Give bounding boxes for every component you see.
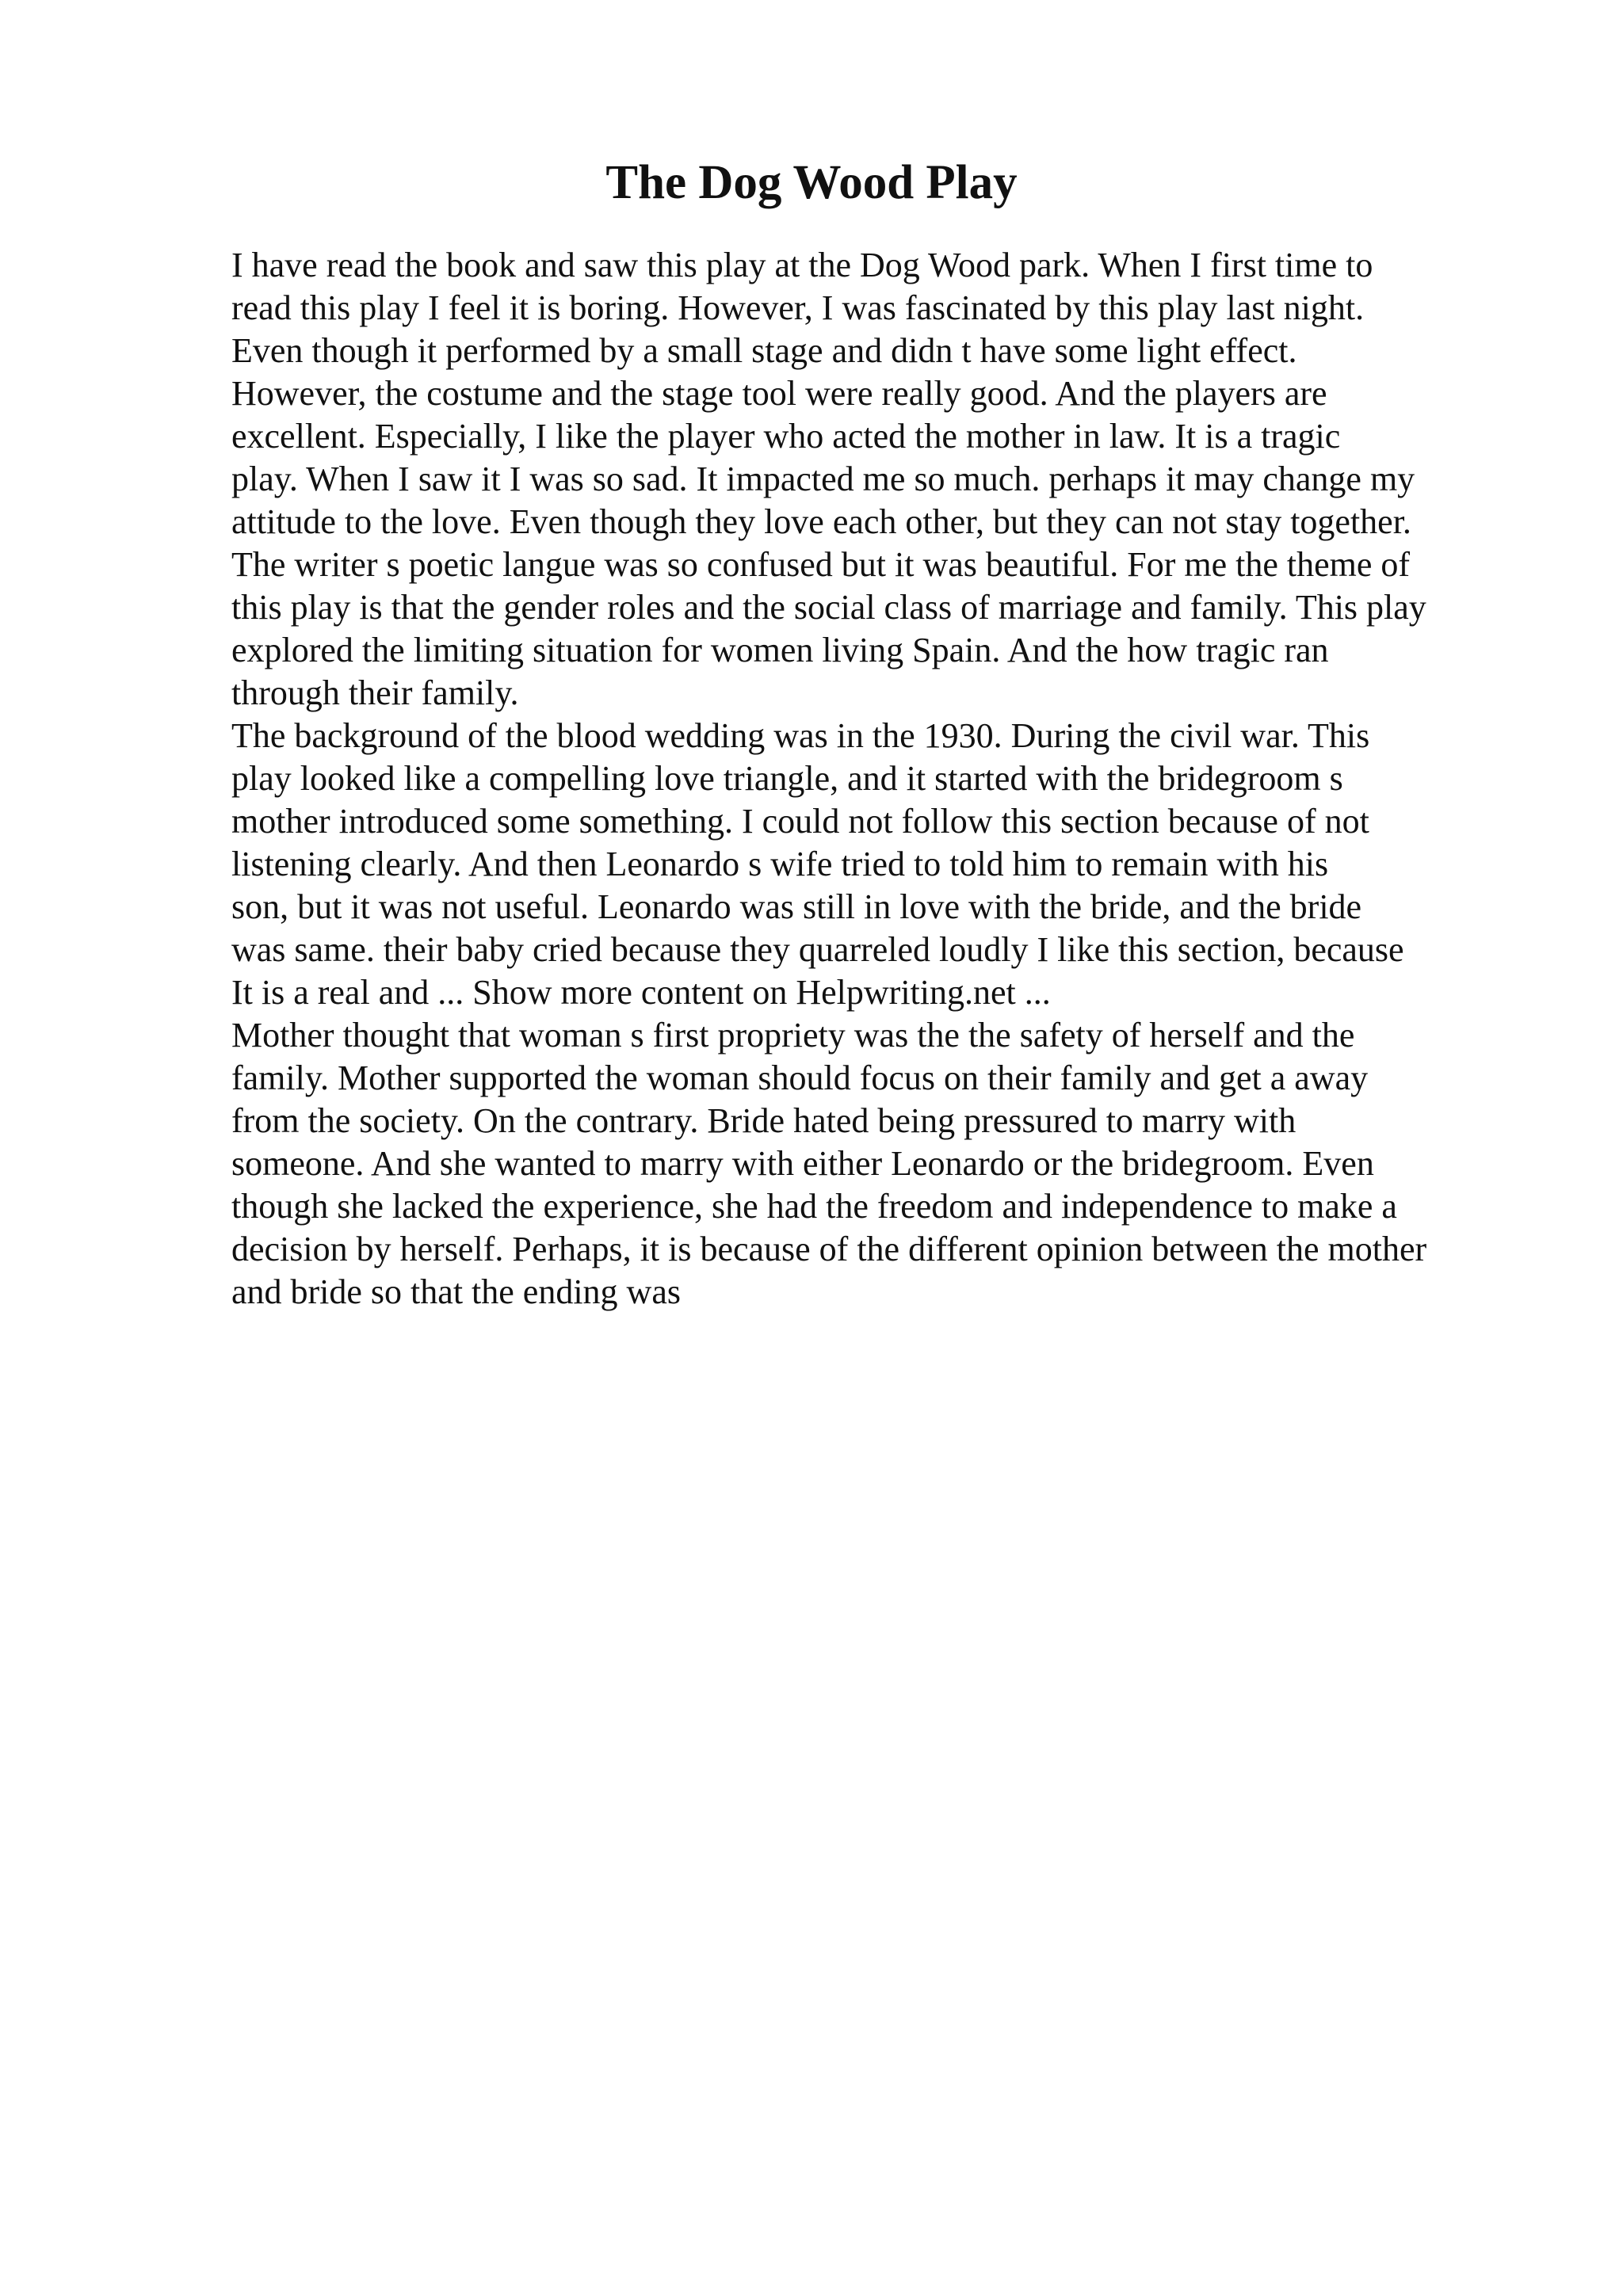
document-title: The Dog Wood Play (605, 156, 1018, 209)
text-line: The writer s poetic langue was so confused but it was beautiful. For me the theme of (231, 545, 1411, 584)
text-line: though she lacked the experience, she had the freedom and independence to make a (231, 1187, 1397, 1226)
text-line: explored the limiting situation for women living Spain. And the how tragic ran (231, 631, 1329, 669)
text-line: play. When I saw it I was so sad. It impacted me so much. perhaps it may change my (231, 460, 1415, 498)
text-line: excellent. Especially, I like the player who acted the mother in law. It is a tragic (231, 417, 1341, 456)
text-line: someone. And she wanted to marry with either Leonardo or the bridegroom. Even (231, 1144, 1374, 1183)
text-line: through their family. (231, 673, 519, 712)
text-line: read this play I feel it is boring. However, I was fascinated by this play last night. (231, 288, 1365, 327)
document-body (231, 244, 1515, 1314)
text-line: The background of the blood wedding was in the 1930. During the civil war. This (231, 716, 1370, 755)
text-line: It is a real and ... Show more content on Helpwriting.net ... (231, 973, 1051, 1012)
text-line: son, but it was not useful. Leonardo was still in love with the bride, and the bride (231, 887, 1362, 926)
text-line: attitude to the love. Even though they love each other, but they can not stay together. (231, 502, 1411, 541)
text-line: Mother thought that woman s first propriety was the the safety of herself and the (231, 1016, 1355, 1055)
text-line: I have read the book and saw this play at the Dog Wood park. When I first time to (231, 246, 1373, 284)
text-line: and bride so that the ending was (231, 1272, 681, 1311)
text-line: decision by herself. Perhaps, it is because of the different opinion between the mother (231, 1230, 1427, 1268)
text-line: mother introduced some something. I could not follow this section because of not (231, 802, 1369, 841)
text-line: listening clearly. And then Leonardo s wife tried to told him to remain with his (231, 845, 1329, 883)
text-line: this play is that the gender roles and the social class of marriage and family. This play (231, 588, 1426, 627)
text-line: was same. their baby cried because they quarreled loudly I like this section, because (231, 930, 1404, 969)
text-line: play looked like a compelling love triangle, and it started with the bridegroom s (231, 759, 1343, 798)
text-line: Even though it performed by a small stage and didn t have some light effect. (231, 331, 1297, 370)
text-line: However, the costume and the stage tool were really good. And the players are (231, 374, 1327, 413)
text-line: from the society. On the contrary. Bride hated being pressured to marry with (231, 1101, 1296, 1140)
text-line: family. Mother supported the woman should focus on their family and get a away (231, 1058, 1369, 1097)
